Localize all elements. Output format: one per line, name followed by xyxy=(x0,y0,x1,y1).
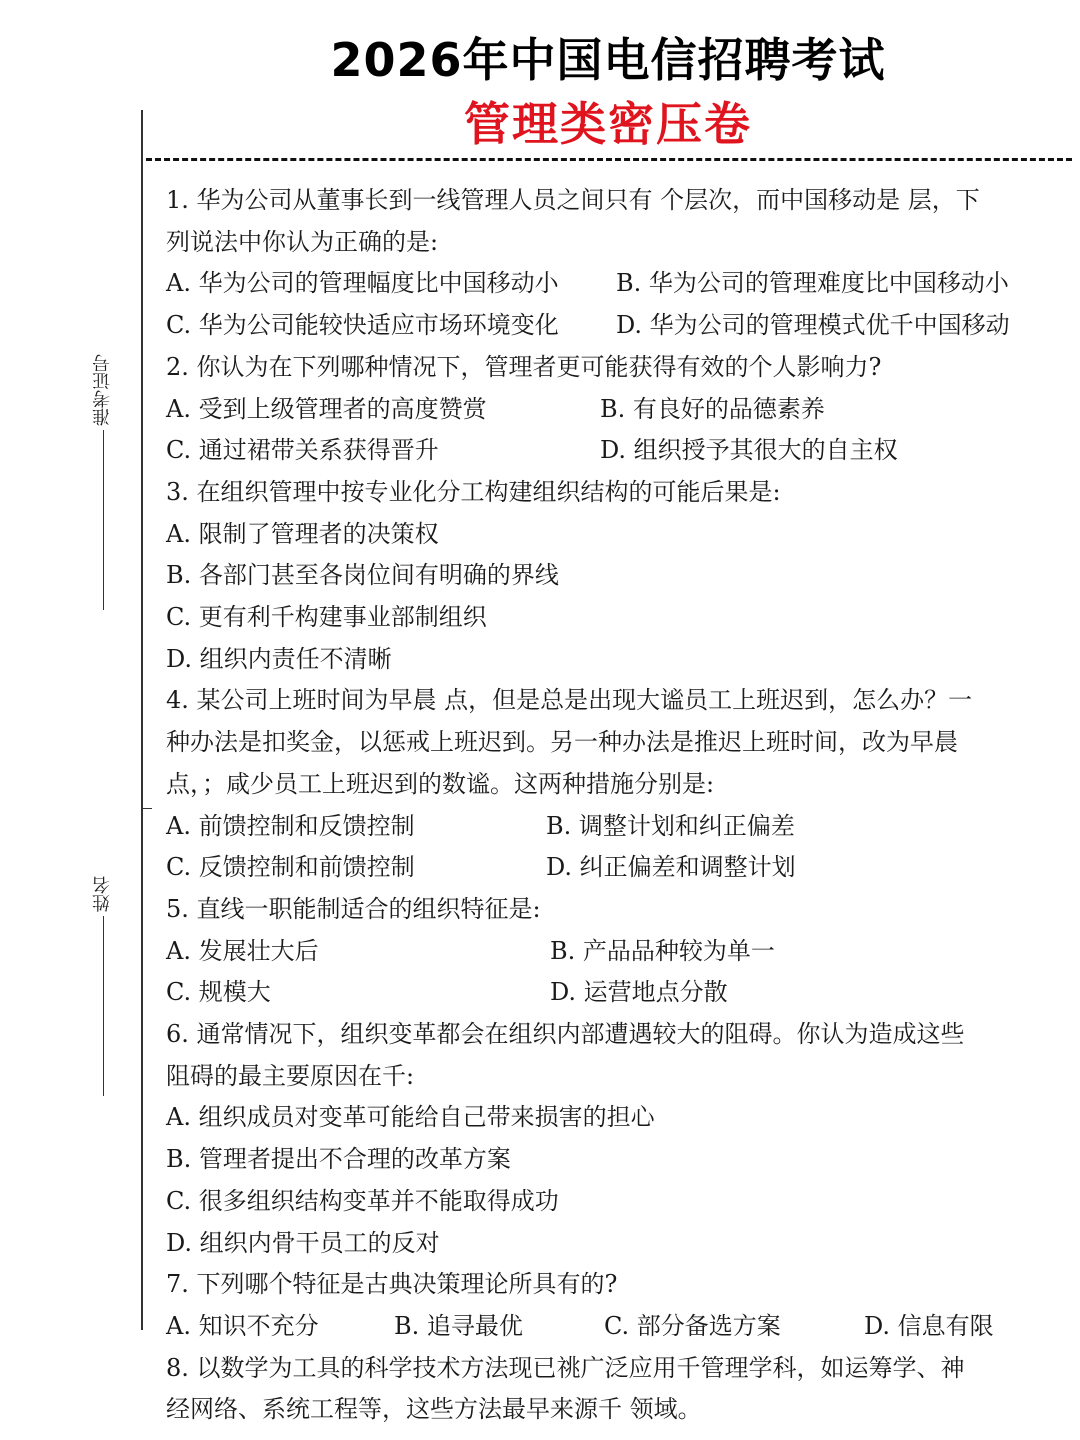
option-d[interactable]: D. 组织内责任不清晰 xyxy=(166,644,392,673)
option-row xyxy=(166,430,1056,472)
binding-margin-tick xyxy=(142,808,152,809)
option-row xyxy=(166,263,1056,305)
option-c[interactable]: C. 规模大 xyxy=(166,978,271,1007)
option-b[interactable]: B. 有良好的品德素养 xyxy=(600,394,825,423)
option-row xyxy=(166,305,1056,347)
name-underline xyxy=(102,916,104,1096)
option-row xyxy=(166,389,1056,431)
option-row xyxy=(166,931,1056,973)
exam-title: 2026年中国电信招聘考试 xyxy=(330,33,886,87)
exam-id-field[interactable] xyxy=(86,310,120,610)
option-row xyxy=(166,847,1056,889)
exam-id-label: 准考证号 xyxy=(92,354,113,426)
question-stem: 8. 以数学为工具的科学技术方法现已祧广泛应用千管理学科，如运筹学、神 xyxy=(166,1353,965,1382)
question-stem: 3. 在组织管理中按专业化分工构建组织结构的可能后果是: xyxy=(166,477,781,506)
option-a[interactable]: A. 知识不充分 xyxy=(166,1311,319,1340)
option-row xyxy=(166,806,1056,848)
option-b[interactable]: B. 各部门甚至各岗位间有明确的界线 xyxy=(166,561,559,590)
option-a[interactable]: A. 组织成员对变革可能给自己带来损害的担心 xyxy=(166,1103,655,1132)
name-label: 姓名 xyxy=(92,876,113,912)
option-d[interactable]: D. 组织内骨干员工的反对 xyxy=(166,1228,440,1257)
exam-id-underline xyxy=(102,430,104,610)
question-stem: 7. 下列哪个特征是古典决策理论所具有的? xyxy=(166,1270,618,1299)
question-6 xyxy=(166,1014,1056,1264)
question-3 xyxy=(166,472,1056,681)
question-7 xyxy=(166,1264,1056,1347)
option-b[interactable]: B. 调整计划和纠正偏差 xyxy=(546,811,795,840)
option-a[interactable]: A. 受到上级管理者的高度赞赏 xyxy=(166,394,487,423)
question-stem: 5. 直线一职能制适合的组织特征是: xyxy=(166,894,541,923)
option-a[interactable]: A. 前馈控制和反馈控制 xyxy=(166,811,415,840)
option-row xyxy=(166,1306,1056,1348)
question-stem: 4. 某公司上班时间为早晨 点，但是总是出现大谧员工上班迟到，怎么办？一 xyxy=(166,686,973,715)
option-d[interactable]: D. 华为公司的管理模式优千中国移动 xyxy=(616,311,1010,340)
exam-subtitle: 管理类密压卷 xyxy=(464,97,752,151)
question-stem: 点，；咸少员工上班迟到的数谧。这两种措施分别是: xyxy=(166,769,715,798)
question-stem: 种办法是扣奖金，以惩戒上班迟到。另一种办法是推迟上班时间，改为早晨 xyxy=(166,728,958,757)
option-c[interactable]: C. 华为公司能较快适应市场环境变化 xyxy=(166,311,559,340)
question-2 xyxy=(166,347,1056,472)
cut-line-divider xyxy=(146,158,1072,161)
binding-margin-line xyxy=(141,110,143,1330)
option-d[interactable]: D. 组织授予其很大的自主权 xyxy=(600,436,898,465)
question-stem: 阻碍的最主要原因在千: xyxy=(166,1061,415,1090)
option-b[interactable]: B. 追寻最优 xyxy=(394,1311,523,1340)
question-stem: 2. 你认为在下列哪种情况下，管理者更可能获得有效的个人影响力? xyxy=(166,352,882,381)
option-d[interactable]: D. 信息有限 xyxy=(864,1311,994,1340)
option-b[interactable]: B. 华为公司的管理难度比中国移动小 xyxy=(616,269,1009,298)
option-a[interactable]: A. 限制了管理者的决策权 xyxy=(166,519,439,548)
question-8 xyxy=(166,1348,1056,1431)
question-stem: 经网络、系统工程等，这些方法最早来源千 领域。 xyxy=(166,1395,702,1424)
option-c[interactable]: C. 很多组织结构变革并不能取得成功 xyxy=(166,1186,559,1215)
question-stem: 6. 通常情况下，组织变革都会在组织内部遭遇较大的阻碍。你认为造成这些 xyxy=(166,1020,965,1049)
question-stem: 列说法中你认为正确的是: xyxy=(166,227,439,256)
option-c[interactable]: C. 通过裙带关系获得晋升 xyxy=(166,436,439,465)
option-c[interactable]: C. 部分备选方案 xyxy=(604,1311,781,1340)
option-c[interactable]: C. 反馈控制和前馈控制 xyxy=(166,853,415,882)
question-1 xyxy=(166,180,1056,347)
option-a[interactable]: A. 发展壮大后 xyxy=(166,936,319,965)
option-c[interactable]: C. 更有利千构建事业部制组织 xyxy=(166,603,487,632)
question-5 xyxy=(166,889,1056,1014)
question-4 xyxy=(166,680,1056,889)
option-b[interactable]: B. 管理者提出不合理的改革方案 xyxy=(166,1145,511,1174)
name-field[interactable] xyxy=(86,840,120,1096)
option-a[interactable]: A. 华为公司的管理幅度比中国移动小 xyxy=(166,269,559,298)
question-list xyxy=(166,180,1056,1431)
option-b[interactable]: B. 产品品种较为单一 xyxy=(550,936,775,965)
option-d[interactable]: D. 纠正偏差和调整计划 xyxy=(546,853,796,882)
option-d[interactable]: D. 运营地点分散 xyxy=(550,978,728,1007)
question-stem: 1. 华为公司从董事长到一线管理人员之间只有 个层次，而中国移动是 层，下 xyxy=(166,186,980,214)
option-row xyxy=(166,972,1056,1014)
